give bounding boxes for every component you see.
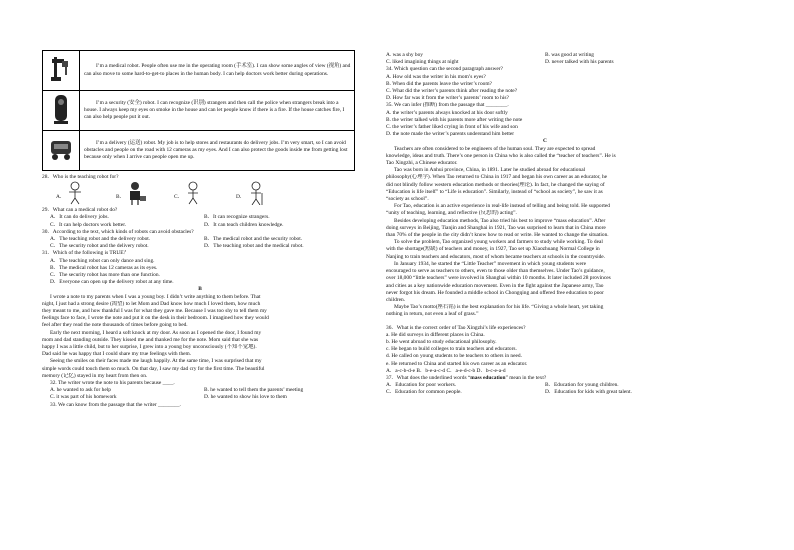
q35-option-b[interactable]: B. the writer talked with his parents more after writing the note <box>386 116 523 123</box>
security-robot-text: I’m a security (安全) robot. I can recognize (识别) strangers and then call the police when strangers break into a house. I always keep my eyes on smoke in the house and can let people know if there is a fire. If the house catches fire, I can also help people put it out. <box>80 91 355 131</box>
passage-c-line: To solve the problem, Tao organized young workers and farmers to study while working. To deal <box>394 239 603 246</box>
q36-item-b: b. He went abroad to study educational philosophy. <box>386 338 497 345</box>
delivery-robot-text: I’m a delivery (运送) robot. My job is to help stores and restaurants do delivery jobs. I’m very smart, so I can avoid obstacles and people on the road with 12 cameras as my eyes. And I can also protect the goods inside me from getting lost because only when I arrive can people open me up. <box>80 131 355 171</box>
q28-label-b: B． <box>116 194 125 201</box>
right-column <box>386 52 704 397</box>
q34-option-c[interactable]: C. What did the writer’s parents think after reading the note? <box>386 88 518 95</box>
passage-b-line: memory (记忆) stayed in my heart from then on. <box>42 372 148 379</box>
q30-stem: 30．According to the text, which kinds of robots can avoid obstacles? <box>42 228 194 235</box>
passage-c-line: In January 1934, he started the “Little Teacher” movement in which young students were <box>394 260 587 267</box>
q34-option-a[interactable]: A. How old was the writer in his mom’s eyes? <box>386 73 486 80</box>
q36-stem: 36．What is the correct order of Tao Xingzhi’s life experiences? <box>386 324 526 331</box>
q37-option-b[interactable]: B．Education for young children. <box>545 382 619 389</box>
security-robot-icon <box>52 93 70 125</box>
q37-row-2 <box>386 389 704 396</box>
q29-stem: 29．What can a medical robot do? <box>42 207 118 214</box>
girl-dancing-icon <box>66 181 84 205</box>
q32-row-2 <box>42 394 358 401</box>
passage-c-line: and cities as a key nationwide education movement. Even in the fight against the Japanese army, Tao <box>386 282 604 289</box>
passage-b-line: Dad said he was happy that I could share my true feelings with them. <box>42 351 192 358</box>
q37-option-a[interactable]: A．Education for poor workers. <box>386 382 457 389</box>
passage-b-line: Early the next morning, I heard a soft knock at my door. As soon as I opened the door, I found my <box>50 329 262 336</box>
passage-c-line: For Tao, education is an active experience in real-life instead of telling and being told. He supported <box>394 203 610 210</box>
robot-row-medical <box>43 51 355 91</box>
passage-b-line: happy I was a little child, but to her surprise, I grew into a young boy unconsciously (不知不觉地). <box>42 344 257 351</box>
passage-c-line: Maybe Tao’s motto(座右铭) is the best explanation for his life. “Giving a whole heart, yet taking <box>394 304 604 311</box>
passage-c-line: never forgot his dream. He founded a middle school in Chongqing and offered free education to poor <box>386 289 604 296</box>
passage-c-line: philosophy(心理学). When Tao returned to China in 1917 and began his own career as an educator, he <box>386 174 608 181</box>
q35-option-d[interactable]: D. the note made the writer’s parents understand him better <box>386 131 515 138</box>
passage-c-line: “unity of teaching, learning, and reflective (反思的) acting”. <box>386 210 517 217</box>
q29-option-a[interactable]: A．It can do delivery jobs. <box>50 214 109 221</box>
q36-item-d: d. He called on young students to be teachers to others in need. <box>386 353 522 360</box>
q28-label-d: D． <box>236 194 246 201</box>
q32-option-b[interactable]: B. he wanted to tell them the parents’ meeting <box>204 387 304 394</box>
medical-robot-cell <box>43 51 80 91</box>
q31-option-b[interactable]: B．The medical robot has 12 cameras as its eyes. <box>50 264 158 271</box>
delivery-robot-cell <box>43 131 80 171</box>
q28-options <box>42 181 358 207</box>
q28-label-c: C． <box>174 194 183 201</box>
q34-option-d[interactable]: D. How far was it from the writer’s parents’ room to his? <box>386 95 509 102</box>
passage-b-line: feel after they read the note thousands of times before going to bed. <box>42 322 188 329</box>
q37-stem-pre: 37．What does the underlined words “ <box>386 374 471 381</box>
q36-item-e: e. He returned to China and started his own career as an educator. <box>386 360 528 367</box>
q29-row-2 <box>42 222 358 229</box>
section-b-heading: B <box>198 286 202 293</box>
passage-c-line: Tao Xingzhi, a Chinese educator. <box>386 160 458 167</box>
passage-b-line: mom and dad standing outside. They kissed me and thanked me for the note. Mom said that she was <box>42 336 259 343</box>
q32-option-d[interactable]: D. he wanted to show his love to them <box>204 394 287 401</box>
q35-option-a[interactable]: A. the writer’s parents always knocked at his door softly <box>386 109 508 116</box>
q33-row-1 <box>386 52 704 59</box>
old-man-icon <box>246 181 266 205</box>
delivery-robot-icon <box>48 137 74 161</box>
q30-option-c[interactable]: C．The security robot and the delivery robot. <box>50 243 149 250</box>
passage-b-line: I wrote a note to my parents when I was a young boy. I didn’t write anything to them before. That <box>50 293 261 300</box>
q32-option-c[interactable]: C. it was part of his homework <box>50 394 117 401</box>
passage-b-line: they meant to me, and how thankful I was for what they gave me. Because I was too shy to tell them my <box>42 308 267 315</box>
q37-stem-post: ” mean in the text? <box>505 374 547 381</box>
passage-b-line: night, I just had a strong desire (渴望) to let Mom and Dad know how much I loved them, how much <box>42 300 261 307</box>
q34-option-b[interactable]: B. When did the parents leave the writer’s room? <box>386 80 492 87</box>
passage-c <box>386 146 704 319</box>
q37-stem-underlined: mass education <box>470 374 506 381</box>
q36-item-c: c. He began to build colleges to train teachers and educators. <box>386 346 517 353</box>
passage-b-line: Seeing the smiles on their faces made me laugh happily. At the same time, I was surprised that my <box>50 358 262 365</box>
q35-option-c[interactable]: C. the writer’s father liked crying in front of his wife and son <box>386 124 518 131</box>
robot-row-security <box>43 91 355 131</box>
boy-icon <box>184 181 202 205</box>
q31-stem: 31．Which of the following is TRUE？ <box>42 250 129 257</box>
q29-option-c[interactable]: C．It can help doctors work better. <box>50 221 127 228</box>
passage-c-line: knowledge, ideas and truth. There’s one person in China who is also called the “teacher of teachers”. He is <box>386 152 616 159</box>
section-c-heading: C <box>543 138 547 145</box>
q33-option-b[interactable]: B. was good at writing <box>545 52 594 58</box>
q33-option-a[interactable]: A. was a shy boy <box>386 52 423 58</box>
q30-option-d[interactable]: D．The teaching robot and the medical robot. <box>204 243 304 250</box>
q33-option-d[interactable]: D. never talked with his parents <box>545 59 614 66</box>
q28-stem: 28．Who is the teaching robot for? <box>42 174 119 180</box>
passage-c-line: Besides developing education methods, Tao also tried his best to improve “mass education”. After <box>394 217 606 224</box>
q36-options[interactable]: A．a-c-b-d-e B．b-e-a-c-d C．a-e-d-c-b D．b-c-e-a-d <box>386 367 506 374</box>
q33-row-2 <box>386 59 704 66</box>
passage-c-line: with the shortage(短缺) of teachers and money, in 1927, Tao set up Xiaozhuang Normal College in <box>386 246 600 253</box>
passage-c-line: than 70% of the people in the city didn’t know how to read or write. He wanted to change the situation. <box>386 232 609 239</box>
q34-stem: 34. Which question can the second paragraph answer? <box>386 66 503 73</box>
passage-c-line: Teachers are often considered to be engineers of the human soul. They are expected to spread <box>394 145 596 152</box>
q35-stem: 35. We can infer (推断) from the passage that ________. <box>386 102 509 109</box>
q31-option-a[interactable]: A．The teaching robot can only dance and sing. <box>50 257 155 264</box>
businessman-icon <box>126 181 148 205</box>
q32-stem: 32. The writer wrote the note to his parents because ____. <box>50 380 175 387</box>
passage-b <box>42 294 358 380</box>
passage-c-line: “Education is life itself” to “Life is education”. Similarly, instead of “school as society”, he saw it as <box>386 188 603 195</box>
passage-c-line: did not blindly follow western education methods or theories(理论). In fact, he changed the saying of <box>386 181 605 188</box>
passage-c-line: over 18,000 “little teachers” were involved in Shanghai within 10 months. It later included 28 provinces <box>386 275 611 282</box>
q29-option-d[interactable]: D．It can teach children knowledge. <box>204 221 284 228</box>
q29-option-b[interactable]: B．It can recognize strangers. <box>204 214 270 221</box>
security-robot-cell <box>43 91 80 131</box>
q33-option-c[interactable]: C. liked imagining things at night <box>386 59 459 66</box>
passage-b-line: simple words could touch them so much. On that day, I saw my dad cry for the first time. The beautiful <box>42 365 265 372</box>
robot-table <box>42 50 355 171</box>
passage-c-line: children. <box>386 296 406 303</box>
passage-c-line: “society as school”. <box>386 196 429 203</box>
passage-c-line: nothing in return, not even a leaf of grass.” <box>386 311 479 318</box>
passage-c-line: encouraged to serve as teachers to others, even to those older than themselves. Under Tao’s guidance, <box>386 268 605 275</box>
left-column <box>42 0 358 409</box>
robot-row-delivery <box>43 131 355 171</box>
q37-option-c[interactable]: C．Education for common people. <box>386 389 462 396</box>
passage-b-line: feelings face to face, I wrote the note and put it on the desk in their bedroom. I imagined how they would <box>42 315 269 322</box>
medical-robot-icon <box>50 55 72 83</box>
q36-item-a: a. He did surveys in different places in China. <box>386 331 485 338</box>
q30-option-b[interactable]: B．The medical robot and the security robot. <box>204 236 303 243</box>
q31-option-c[interactable]: C．The security robot has more than one function. <box>50 272 160 279</box>
q33-stem: 33. We can know from the passage that the writer ________. <box>50 401 181 408</box>
medical-robot-text: I’m a medical robot. People often use me in the operating room (手术室). I can show some angles of view (视角) and can also move to some hard-to-get-to places in the human body. I can help doctors work better during operations. <box>80 51 355 91</box>
q32-option-a[interactable]: A. he wanted to ask for help <box>50 387 111 394</box>
q37-option-d[interactable]: D．Education for kids with great talent. <box>545 389 632 396</box>
q30-option-a[interactable]: A．The teaching robot and the delivery robot. <box>50 236 151 243</box>
q29-row-1 <box>42 214 358 221</box>
q30-row-1 <box>42 236 358 243</box>
passage-c-line: doing surveys in Beijing, Tianjin and Shanghai in 1921, Tao was surprised to learn that in China more <box>386 224 606 231</box>
q31-option-d[interactable]: D．Everyone can open up the delivery robot at any time. <box>50 279 174 286</box>
passage-c-line: Nanjing to train teachers and educators, most of whom became teachers at schools in the countryside. <box>386 253 605 260</box>
q28-label-a: A． <box>56 194 66 201</box>
passage-c-line: Tao was born in Anhui province, China, in 1891. Later he studied abroad for educational <box>394 167 586 174</box>
q30-row-2 <box>42 243 358 250</box>
